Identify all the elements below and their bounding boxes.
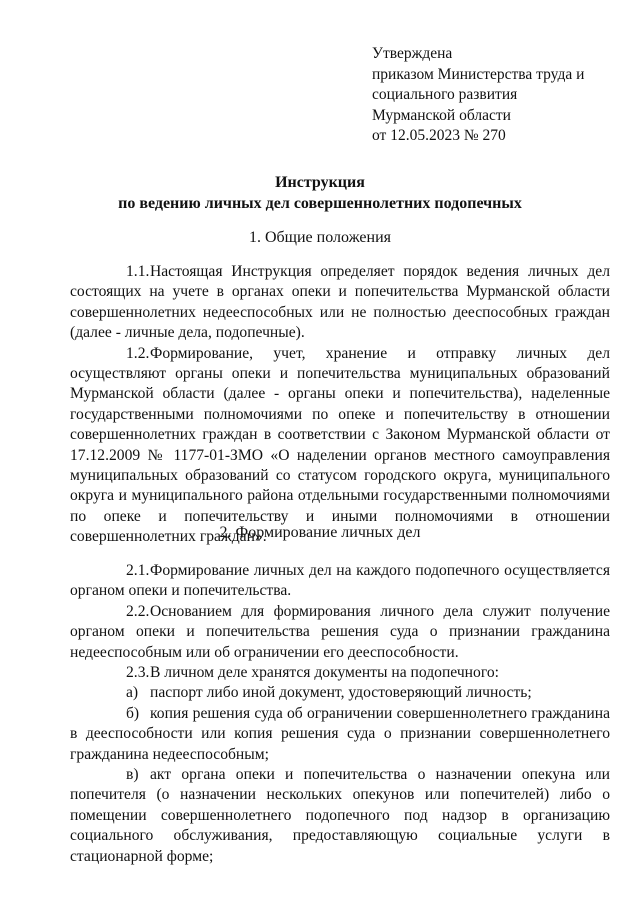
paragraph-text: Формирование, учет, хранение и отправку личных дел осуществляют органы опеки и попечительства муниципальных образований Мурманской области (далее - органы опеки и попечительства), наделенные государственными полномочиями по опеке и попечительству в отношении совершеннолетних граждан в соответствии с Законом Мурманской области от 17.12.2009 № 1177-01-ЗМО «О наделении органов местного самоуправления муниципальных образований со статусом городского округа, муниципального округа и муниципального района отдельными государственными полномочиями по опеке и попечительству и иными полномочиями в отношении совершеннолетних граждан». xyxy=(70,344,610,546)
approval-line: приказом Министерства труда и xyxy=(372,65,585,83)
section-1-body xyxy=(70,262,610,548)
paragraph-text: Настоящая Инструкция определяет порядок ведения личных дел состоящих на учете в органах опеки и попечительства Мурманской области совершеннолетних недееспособных или не полностью дееспособных граждан (далее - личные дела, подопечные). xyxy=(70,263,610,342)
document-subtitle: по ведению личных дел совершеннолетних подопечных xyxy=(118,195,522,212)
paragraph-2-1 xyxy=(70,561,610,602)
list-item-label: а) xyxy=(126,684,139,702)
paragraph-text: Основанием для формирования личного дела служит получение органом опеки и попечительства решения суда о признании гражданина недееспособным или об ограничении его дееспособности. xyxy=(70,602,610,661)
list-item-v xyxy=(70,765,610,867)
paragraph-2-3 xyxy=(70,663,610,683)
approval-stamp xyxy=(372,44,584,147)
approval-line: от 12.05.2023 № 270 xyxy=(372,127,506,144)
list-item-text: копия решения суда об ограничении совершеннолетнего гражданина в дееспособности или копия решения суда о признании совершеннолетнего гражданина недееспособным; xyxy=(70,704,610,763)
paragraph-number: 1.2. xyxy=(126,344,150,362)
paragraph-2-2 xyxy=(70,602,610,663)
paragraph-number: 1.1. xyxy=(126,263,150,280)
paragraph-number: 2.3. xyxy=(126,664,150,682)
approval-line: Мурманской области xyxy=(372,106,511,124)
list-item-a xyxy=(70,683,610,703)
list-item-text: акт органа опеки и попечительства о назначении опекуна или попечителя (о назначении нескольких опекунов или попечителей) либо о помещении совершеннолетнего подопечного под надзор в организацию социального обслуживания, предоставляющую социальные услуги в стационарной форме; xyxy=(70,766,610,865)
section-heading-general: 1. Общие положения xyxy=(248,229,392,246)
paragraph-number: 2.2. xyxy=(126,602,150,620)
paragraph-text: Формирование личных дел на каждого подопечного осуществляется органом опеки и попечительства. xyxy=(70,562,610,600)
paragraph-1-2 xyxy=(70,344,610,548)
approval-line: социального развития xyxy=(372,86,518,103)
section-2-body xyxy=(70,561,610,867)
paragraph-number: 2.1. xyxy=(126,562,150,579)
list-item-b xyxy=(70,704,610,765)
paragraph-1-1 xyxy=(70,262,610,344)
list-item-label: в) xyxy=(126,766,139,784)
approval-line: Утверждена xyxy=(372,45,453,62)
list-item-label: б) xyxy=(126,704,140,722)
list-item-text: паспорт либо иной документ, удостоверяющий личность; xyxy=(150,684,532,702)
section-heading-formation: 2. Формирование личных дел xyxy=(219,524,421,541)
paragraph-text: В личном деле хранятся документы на подопечного: xyxy=(150,664,499,682)
document-title: Инструкция xyxy=(275,174,365,191)
